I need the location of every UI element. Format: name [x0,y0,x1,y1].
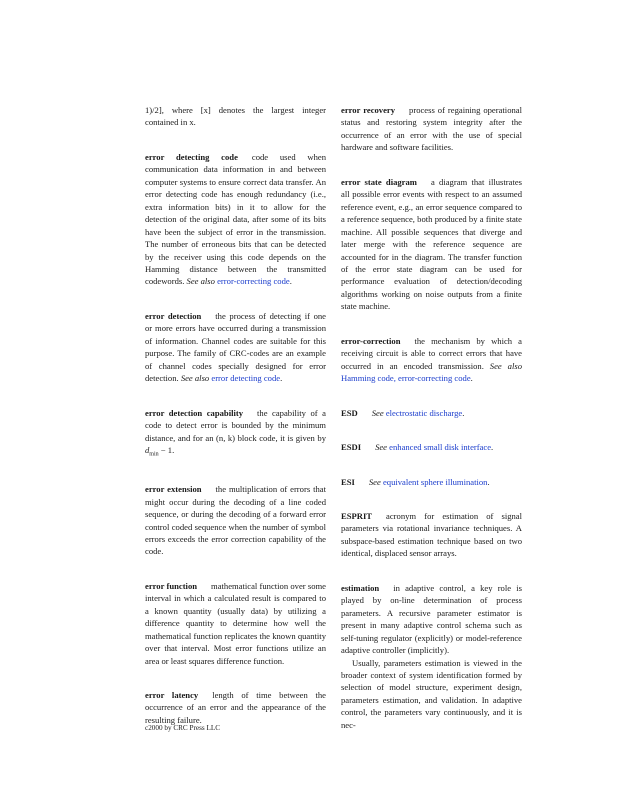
term: error detecting code [145,151,238,162]
punct: . [280,373,283,384]
term: error state diagram [341,176,417,187]
entry-error-function [145,580,326,667]
term: ESI [341,476,355,487]
entry-error-detecting-code [145,151,326,288]
term: estimation [341,582,380,593]
definition: a diagram that illustrates all possible error events with respect to an assumed reference event, e.g., an error sequence compared to a reference sequence, both produced by a finite state machine. All possible sequences that diverge and later merge with the reference sequence are accounted for in the diagram. The transfer function of the error state diagram can be used for performance evaluation of detection/decoding algorithms working on noise outputs from a finite state machine. [341,176,522,312]
punct: . [491,442,494,453]
term: error detection [145,310,202,321]
see-also: See also [180,373,210,384]
left-column [145,104,326,748]
term: error detection capability [145,407,244,418]
definition: the capability of a code to detect error is bounded by the minimum distance, and for an (n, k) block code, it is given by [145,407,326,443]
definition: process of regaining operational status and restoring system integrity after the occurrence of an error with the use of special hardware and software facilities. [341,105,522,153]
term: error latency [145,690,199,701]
entry-error-extension [145,483,326,558]
definition: acronym for estimation of signal parameters via rotational invariance techniques. A subspace-based estimation technique based on two identical, displaced sensor arrays. [341,510,522,559]
see-also: See also [489,360,522,371]
entry-error-detection [145,310,326,385]
formula: d [145,444,150,455]
term: error-correction [341,335,401,346]
see: See [368,476,381,487]
entry-error-detection-capability [145,407,326,462]
entry-error-latency [145,689,326,726]
punct: . [289,276,292,287]
cross-ref-link[interactable]: electrostatic discharge [385,407,463,418]
see: See [371,407,384,418]
entry-esd [341,407,522,419]
term: ESDI [341,442,362,453]
definition: the multiplication of errors that might occur during the decoding of a line coded sequence, or during the decoding of a forward error control coded sequence when the number of symbol errors exceeds the error correction capability of the code. [145,484,326,557]
term: error extension [145,484,202,495]
formula-tail: − 1. [158,444,175,455]
punct: . [470,373,473,384]
entry-error-correction [341,335,522,385]
definition: the mechanism by which a receiving circuit is able to correct errors that have occurred in an encoded transmission. [341,335,522,371]
term: error function [145,580,198,591]
punct: . [487,476,490,487]
intro-text: 1)/2], where [x] denotes the largest integer contained in x. [145,105,326,128]
cross-ref-link[interactable]: equivalent sphere illumination [382,476,488,487]
punct: . [462,407,465,418]
cross-ref-link[interactable]: error-correcting code [217,276,290,287]
cross-ref-link[interactable]: enhanced small disk interface [389,442,492,453]
cross-ref-link[interactable]: error-correcting code [398,373,471,384]
definition: in adaptive control, a key role is played by on-line determination of process parameters. A recursive parameter estimator is present in many adaptive control schema such as self-tuning regulator (explicitly) or model-reference adaptive controller (implicitly). [341,582,522,656]
definition: length of time between the occurrence of an error and the appearance of the resulting failure. [145,690,326,725]
definition: mathematical function over some interval in which a calculated result is compared to a known quantity (usually data) by utilizing a difference quantity to determine how well the mathematical function replicates the known quantity over that interval. Most error functions utilize an area or least squares difference function. [145,580,326,666]
definition: code used when communication data information in and between computer systems to ensure correct data transfer. An error detecting code has enough redundancy (i.e., extra information bits) in it to allow for the detection of the original data, after some of its bits have been the subject of error in the transmission. The number of erroneous bits that can be detected by the receiver using this code depends on the Hamming distance between the transmitted codewords. [145,151,327,287]
see: See [375,442,387,453]
term: error recovery [341,105,396,115]
entry-estimation [341,582,522,731]
entry-error-recovery [341,104,522,154]
entry-esdi [341,441,522,453]
term: ESPRIT [341,510,373,521]
entry-intro [145,104,326,129]
right-column [341,104,522,753]
copyright-footer: c2000 by CRC Press LLC [145,724,221,732]
cross-ref-link[interactable]: error detecting code [211,373,281,384]
cross-ref-link[interactable]: Hamming code, [341,373,396,384]
estimation-paragraph-2: Usually, parameters estimation is viewed in the broader context of system identification formed by selection of model structure, experiment design, parameters estimation, and validation. In adaptive control, the parameters vary continuously, and it is nec- [341,657,522,730]
term: ESD [341,407,358,418]
definition: the process of detecting if one or more errors have occurred during a transmission of information. Channel codes are suitable for this purpose. The family of CRC-codes are an example of channel codes specially designed for error detection. [145,310,326,384]
see-also: See also [186,276,215,287]
entry-esi [341,476,522,488]
formula-subscript: min [149,451,159,458]
entry-esprit [341,510,522,560]
entry-error-state-diagram [341,176,522,313]
